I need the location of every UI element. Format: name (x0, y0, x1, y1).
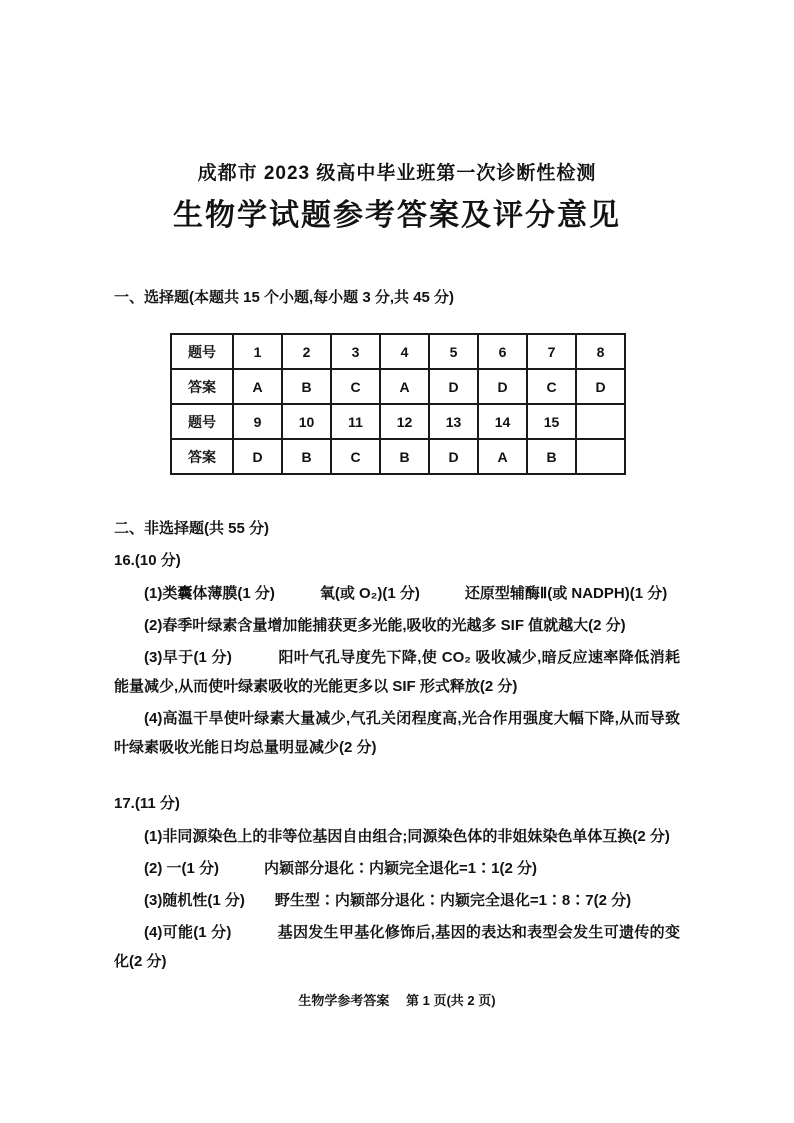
table-cell: B (282, 369, 331, 404)
table-cell: 8 (576, 334, 625, 369)
answer-line: (1)非同源染色上的非等位基因自由组合;同源染色体的非姐妹染色单体互换(2 分) (144, 828, 670, 845)
answer-line: (1)类囊体薄膜(1 分) 氧(或 O₂)(1 分) 还原型辅酶Ⅱ(或 NADPH)(1 分) (144, 585, 668, 602)
table-cell: 13 (429, 404, 478, 439)
document-header (114, 0, 680, 234)
table-cell: A (478, 439, 527, 474)
page-footer: 生物学参考答案 第 1 页(共 2 页) (298, 993, 496, 1008)
table-cell: 15 (527, 404, 576, 439)
answer-line: (4)高温干旱使叶绿素大量减少,气孔关闭程度高,光合作用强度大幅下降,从而导致叶绿素吸收光能日均总量明显减少(2 分) (114, 710, 680, 756)
section1-heading: 一、选择题(本题共 15 个小题,每小题 3 分,共 45 分) (114, 289, 455, 306)
table-cell: C (331, 369, 380, 404)
table-cell: 9 (233, 404, 282, 439)
table-cell: 7 (527, 334, 576, 369)
question-block (114, 546, 680, 762)
table-cell: 10 (282, 404, 331, 439)
table-cell: 12 (380, 404, 429, 439)
table-cell: D (233, 439, 282, 474)
table-cell: 11 (331, 404, 380, 439)
document-subtitle: 成都市 2023 级高中毕业班第一次诊断性检测 (197, 163, 597, 184)
question-number: 16.(10 分) (114, 552, 181, 569)
table-cell: D (576, 369, 625, 404)
table-cell (576, 439, 625, 474)
question-number: 17.(11 分) (114, 795, 180, 812)
section2-heading: 二、非选择题(共 55 分) (114, 520, 270, 537)
table-cell: C (331, 439, 380, 474)
table-cell: B (527, 439, 576, 474)
table-header-cell: 题号 (171, 334, 233, 369)
table-header-cell: 题号 (171, 404, 233, 439)
table-row (171, 404, 625, 439)
table-cell: C (527, 369, 576, 404)
table-cell: D (429, 369, 478, 404)
table-cell: 3 (331, 334, 380, 369)
table-cell: B (282, 439, 331, 474)
answer-line: (3)随机性(1 分) 野生型∶内颖部分退化∶内颖完全退化=1∶8∶7(2 分) (144, 892, 632, 909)
table-cell: 4 (380, 334, 429, 369)
table-cell: A (380, 369, 429, 404)
table-cell: 6 (478, 334, 527, 369)
table-cell: B (380, 439, 429, 474)
table-row (171, 334, 625, 369)
table-row (171, 369, 625, 404)
table-header-cell: 答案 (171, 369, 233, 404)
answer-line: (4)可能(1 分) 基因发生甲基化修饰后,基因的表达和表型会发生可遗传的变化(2 分) (114, 924, 680, 970)
table-cell: 2 (282, 334, 331, 369)
table-row (171, 439, 625, 474)
answer-line: (3)早于(1 分) 阳叶气孔导度先下降,使 CO₂ 吸收减少,暗反应速率降低消耗能量减少,从而使叶绿素吸收的光能更多以 SIF 形式释放(2 分) (114, 649, 680, 695)
table-cell: 1 (233, 334, 282, 369)
table-cell: 14 (478, 404, 527, 439)
table-cell: 5 (429, 334, 478, 369)
answer-table-body (171, 334, 625, 474)
table-cell: D (429, 439, 478, 474)
questions-container (114, 546, 680, 976)
table-cell: A (233, 369, 282, 404)
table-cell: D (478, 369, 527, 404)
document-title: 生物学试题参考答案及评分意见 (173, 199, 621, 232)
answer-line: (2)春季叶绿素含量增加能捕获更多光能,吸收的光越多 SIF 值就越大(2 分) (144, 617, 626, 634)
question-block (114, 789, 680, 976)
table-cell (576, 404, 625, 439)
answer-line: (2) 一(1 分) 内颖部分退化∶内颖完全退化=1∶1(2 分) (144, 860, 537, 877)
answer-table (170, 333, 626, 475)
table-header-cell: 答案 (171, 439, 233, 474)
